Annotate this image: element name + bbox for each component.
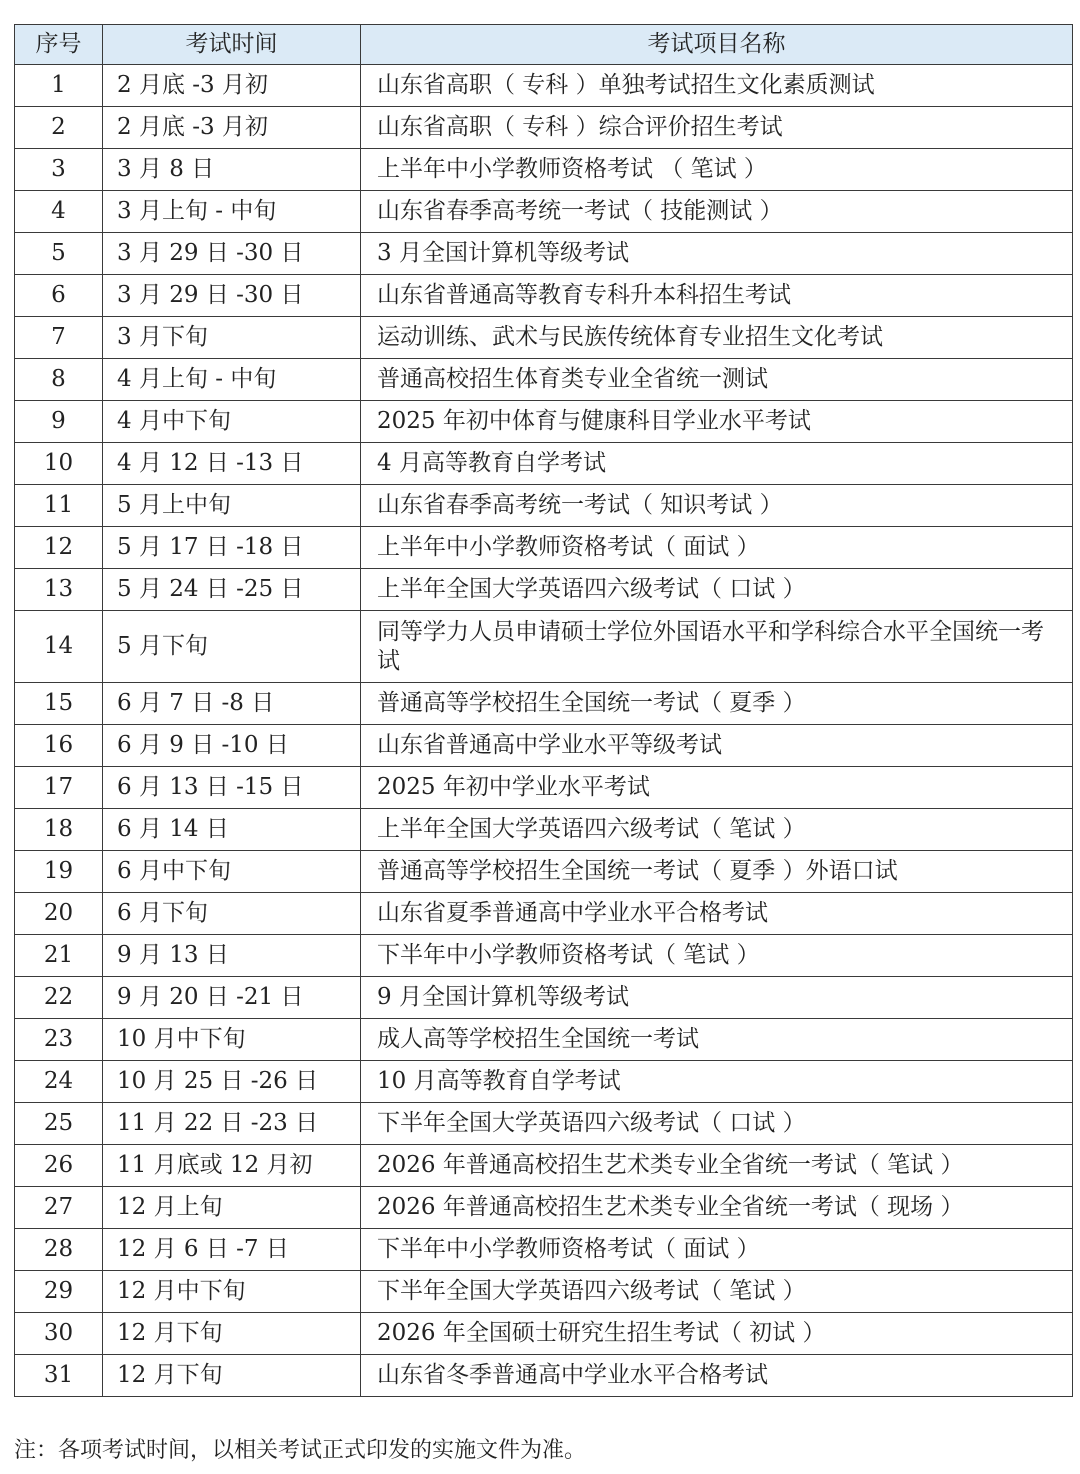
cell-exam-time: 6 月中下旬 bbox=[103, 851, 361, 893]
cell-serial-number: 16 bbox=[15, 725, 103, 767]
cell-serial-number: 30 bbox=[15, 1313, 103, 1355]
cell-exam-name: 成人高等学校招生全国统一考试 bbox=[361, 1019, 1073, 1061]
cell-exam-time: 6 月 7 日 -8 日 bbox=[103, 683, 361, 725]
cell-exam-time: 12 月下旬 bbox=[103, 1355, 361, 1397]
cell-serial-number: 31 bbox=[15, 1355, 103, 1397]
cell-exam-time: 9 月 20 日 -21 日 bbox=[103, 977, 361, 1019]
table-row bbox=[15, 1355, 1073, 1397]
table-row bbox=[15, 569, 1073, 611]
cell-exam-time: 11 月底或 12 月初 bbox=[103, 1145, 361, 1187]
cell-exam-name: 2026 年普通高校招生艺术类专业全省统一考试（ 现场 ） bbox=[361, 1187, 1073, 1229]
cell-serial-number: 24 bbox=[15, 1061, 103, 1103]
cell-serial-number: 20 bbox=[15, 893, 103, 935]
exam-table bbox=[14, 24, 1073, 1397]
table-row bbox=[15, 359, 1073, 401]
cell-exam-time: 10 月 25 日 -26 日 bbox=[103, 1061, 361, 1103]
cell-serial-number: 5 bbox=[15, 233, 103, 275]
table-row bbox=[15, 851, 1073, 893]
header-row bbox=[15, 25, 1073, 65]
table-row bbox=[15, 809, 1073, 851]
cell-exam-time: 3 月 29 日 -30 日 bbox=[103, 275, 361, 317]
cell-exam-time: 2 月底 -3 月初 bbox=[103, 107, 361, 149]
cell-serial-number: 18 bbox=[15, 809, 103, 851]
cell-exam-name: 2025 年初中体育与健康科目学业水平考试 bbox=[361, 401, 1073, 443]
cell-serial-number: 27 bbox=[15, 1187, 103, 1229]
cell-exam-name: 山东省夏季普通高中学业水平合格考试 bbox=[361, 893, 1073, 935]
table-row bbox=[15, 935, 1073, 977]
cell-serial-number: 7 bbox=[15, 317, 103, 359]
cell-exam-name: 4 月高等教育自学考试 bbox=[361, 443, 1073, 485]
cell-exam-name: 山东省普通高等教育专科升本科招生考试 bbox=[361, 275, 1073, 317]
cell-exam-name: 山东省春季高考统一考试（ 知识考试 ） bbox=[361, 485, 1073, 527]
cell-serial-number: 17 bbox=[15, 767, 103, 809]
cell-exam-time: 3 月 29 日 -30 日 bbox=[103, 233, 361, 275]
table-row bbox=[15, 977, 1073, 1019]
table-row bbox=[15, 611, 1073, 683]
cell-exam-time: 6 月 9 日 -10 日 bbox=[103, 725, 361, 767]
table-row bbox=[15, 1103, 1073, 1145]
table-row bbox=[15, 1271, 1073, 1313]
cell-exam-name: 下半年全国大学英语四六级考试（ 口试 ） bbox=[361, 1103, 1073, 1145]
table-row bbox=[15, 317, 1073, 359]
table-row bbox=[15, 401, 1073, 443]
header-exam-name: 考试项目名称 bbox=[361, 25, 1073, 65]
cell-exam-name: 普通高等学校招生全国统一考试（ 夏季 ）外语口试 bbox=[361, 851, 1073, 893]
table-row bbox=[15, 149, 1073, 191]
cell-exam-time: 3 月下旬 bbox=[103, 317, 361, 359]
table-body bbox=[15, 65, 1073, 1397]
header-serial-number: 序号 bbox=[15, 25, 103, 65]
table-row bbox=[15, 485, 1073, 527]
table-row bbox=[15, 1187, 1073, 1229]
cell-exam-time: 5 月上中旬 bbox=[103, 485, 361, 527]
cell-serial-number: 23 bbox=[15, 1019, 103, 1061]
footnote: 注：各项考试时间，以相关考试正式印发的实施文件为准。 bbox=[14, 1438, 587, 1463]
cell-exam-time: 5 月 24 日 -25 日 bbox=[103, 569, 361, 611]
cell-exam-time: 4 月 12 日 -13 日 bbox=[103, 443, 361, 485]
cell-exam-name: 山东省高职（ 专科 ）综合评价招生考试 bbox=[361, 107, 1073, 149]
table-row bbox=[15, 1019, 1073, 1061]
cell-serial-number: 9 bbox=[15, 401, 103, 443]
cell-serial-number: 28 bbox=[15, 1229, 103, 1271]
cell-exam-name: 山东省高职（ 专科 ）单独考试招生文化素质测试 bbox=[361, 65, 1073, 107]
cell-serial-number: 26 bbox=[15, 1145, 103, 1187]
table-row bbox=[15, 233, 1073, 275]
cell-exam-name: 上半年中小学教师资格考试（ 面试 ） bbox=[361, 527, 1073, 569]
cell-serial-number: 12 bbox=[15, 527, 103, 569]
cell-serial-number: 4 bbox=[15, 191, 103, 233]
cell-exam-time: 12 月上旬 bbox=[103, 1187, 361, 1229]
cell-exam-name: 10 月高等教育自学考试 bbox=[361, 1061, 1073, 1103]
table-row bbox=[15, 443, 1073, 485]
cell-exam-name: 下半年全国大学英语四六级考试（ 笔试 ） bbox=[361, 1271, 1073, 1313]
cell-exam-time: 12 月下旬 bbox=[103, 1313, 361, 1355]
cell-exam-time: 5 月 17 日 -18 日 bbox=[103, 527, 361, 569]
cell-exam-name: 3 月全国计算机等级考试 bbox=[361, 233, 1073, 275]
cell-serial-number: 2 bbox=[15, 107, 103, 149]
table-row bbox=[15, 767, 1073, 809]
cell-serial-number: 22 bbox=[15, 977, 103, 1019]
cell-serial-number: 13 bbox=[15, 569, 103, 611]
cell-exam-name: 上半年中小学教师资格考试 （ 笔试 ） bbox=[361, 149, 1073, 191]
cell-exam-time: 4 月中下旬 bbox=[103, 401, 361, 443]
table-row bbox=[15, 527, 1073, 569]
cell-exam-name: 2025 年初中学业水平考试 bbox=[361, 767, 1073, 809]
table-row bbox=[15, 65, 1073, 107]
cell-exam-name: 同等学力人员申请硕士学位外国语水平和学科综合水平全国统一考试 bbox=[361, 611, 1073, 683]
cell-exam-name: 2026 年全国硕士研究生招生考试（ 初试 ） bbox=[361, 1313, 1073, 1355]
cell-exam-time: 10 月中下旬 bbox=[103, 1019, 361, 1061]
header-exam-time: 考试时间 bbox=[103, 25, 361, 65]
cell-serial-number: 8 bbox=[15, 359, 103, 401]
cell-exam-name: 上半年全国大学英语四六级考试（ 笔试 ） bbox=[361, 809, 1073, 851]
table-row bbox=[15, 725, 1073, 767]
table-row bbox=[15, 275, 1073, 317]
cell-exam-name: 普通高校招生体育类专业全省统一测试 bbox=[361, 359, 1073, 401]
cell-exam-name: 下半年中小学教师资格考试（ 笔试 ） bbox=[361, 935, 1073, 977]
table-row bbox=[15, 1313, 1073, 1355]
cell-exam-time: 12 月中下旬 bbox=[103, 1271, 361, 1313]
table-row bbox=[15, 1229, 1073, 1271]
table-row bbox=[15, 1145, 1073, 1187]
cell-exam-time: 11 月 22 日 -23 日 bbox=[103, 1103, 361, 1145]
cell-serial-number: 1 bbox=[15, 65, 103, 107]
cell-exam-name: 山东省冬季普通高中学业水平合格考试 bbox=[361, 1355, 1073, 1397]
cell-exam-name: 普通高等学校招生全国统一考试（ 夏季 ） bbox=[361, 683, 1073, 725]
cell-serial-number: 15 bbox=[15, 683, 103, 725]
cell-exam-time: 3 月 8 日 bbox=[103, 149, 361, 191]
cell-exam-name: 下半年中小学教师资格考试（ 面试 ） bbox=[361, 1229, 1073, 1271]
table-row bbox=[15, 1061, 1073, 1103]
cell-serial-number: 10 bbox=[15, 443, 103, 485]
cell-serial-number: 29 bbox=[15, 1271, 103, 1313]
cell-exam-time: 2 月底 -3 月初 bbox=[103, 65, 361, 107]
table-header bbox=[15, 25, 1073, 65]
cell-serial-number: 11 bbox=[15, 485, 103, 527]
cell-serial-number: 14 bbox=[15, 611, 103, 683]
cell-exam-time: 4 月上旬 - 中旬 bbox=[103, 359, 361, 401]
cell-exam-name: 运动训练、武术与民族传统体育专业招生文化考试 bbox=[361, 317, 1073, 359]
cell-exam-time: 6 月 14 日 bbox=[103, 809, 361, 851]
exam-schedule bbox=[14, 24, 1072, 1397]
cell-serial-number: 3 bbox=[15, 149, 103, 191]
cell-exam-time: 6 月下旬 bbox=[103, 893, 361, 935]
cell-exam-name: 山东省普通高中学业水平等级考试 bbox=[361, 725, 1073, 767]
cell-serial-number: 19 bbox=[15, 851, 103, 893]
cell-exam-time: 12 月 6 日 -7 日 bbox=[103, 1229, 361, 1271]
cell-exam-name: 山东省春季高考统一考试（ 技能测试 ） bbox=[361, 191, 1073, 233]
cell-exam-name: 2026 年普通高校招生艺术类专业全省统一考试（ 笔试 ） bbox=[361, 1145, 1073, 1187]
cell-exam-name: 上半年全国大学英语四六级考试（ 口试 ） bbox=[361, 569, 1073, 611]
table-row bbox=[15, 107, 1073, 149]
cell-exam-name: 9 月全国计算机等级考试 bbox=[361, 977, 1073, 1019]
cell-serial-number: 25 bbox=[15, 1103, 103, 1145]
cell-exam-time: 3 月上旬 - 中旬 bbox=[103, 191, 361, 233]
table-row bbox=[15, 191, 1073, 233]
cell-serial-number: 21 bbox=[15, 935, 103, 977]
table-row bbox=[15, 893, 1073, 935]
cell-exam-time: 6 月 13 日 -15 日 bbox=[103, 767, 361, 809]
cell-serial-number: 6 bbox=[15, 275, 103, 317]
cell-exam-time: 5 月下旬 bbox=[103, 611, 361, 683]
table-row bbox=[15, 683, 1073, 725]
cell-exam-time: 9 月 13 日 bbox=[103, 935, 361, 977]
